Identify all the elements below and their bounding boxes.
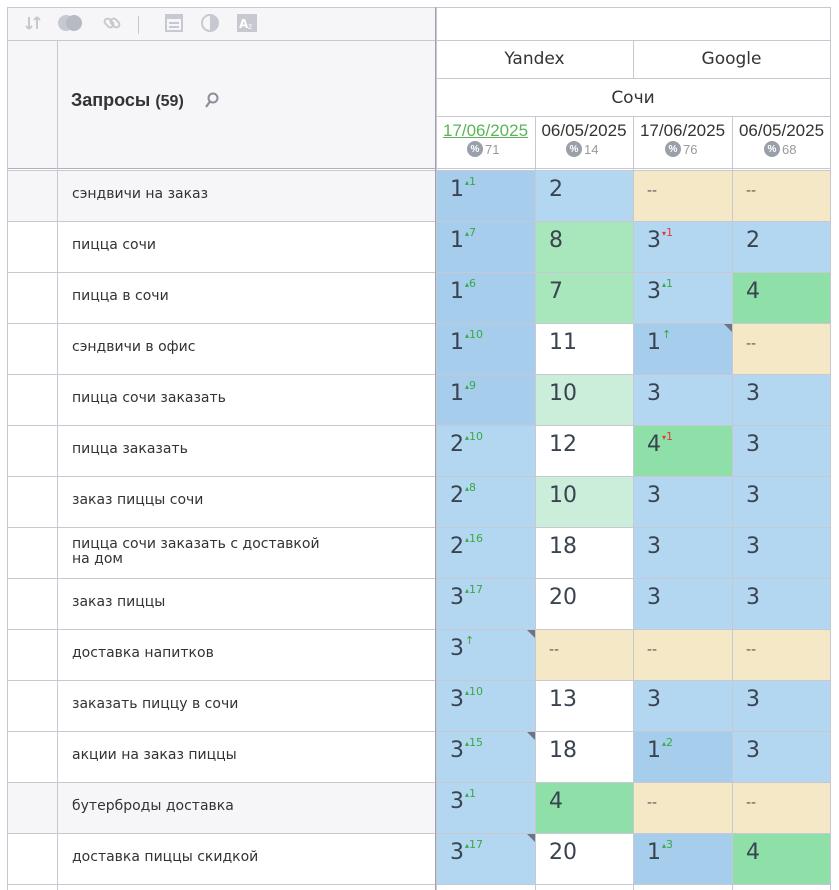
toolbar-divider <box>138 16 139 34</box>
position-value: 11 <box>549 330 577 355</box>
change-value: 1 <box>469 787 477 800</box>
grid-hline <box>7 7 831 8</box>
arrow-up-icon: ▴ <box>465 586 470 595</box>
position-cell[interactable] <box>633 731 732 782</box>
position-cell[interactable] <box>535 221 633 272</box>
change-value: 2 <box>666 736 674 749</box>
grid-hline <box>7 680 831 681</box>
visibility-value: 68 <box>782 141 797 157</box>
change-value: 10 <box>469 430 484 443</box>
position-change <box>662 838 673 851</box>
change-value: 17 <box>469 838 484 851</box>
arrow-up-icon: ▴ <box>465 841 470 850</box>
engine-yandex: Yandex <box>504 49 565 69</box>
query-text[interactable]: доставка пиццы скидкой <box>72 849 259 865</box>
grid-hline <box>7 731 831 732</box>
position-value: 3 <box>647 381 661 406</box>
position-cell[interactable] <box>732 323 831 374</box>
position-value: 1 <box>450 381 464 406</box>
position-value: 3 <box>450 687 464 712</box>
position-value: 1 <box>647 738 661 763</box>
position-value: 3 <box>746 381 760 406</box>
position-value: 7 <box>549 279 563 304</box>
grid-hline <box>7 170 831 171</box>
grid-vline <box>535 116 536 890</box>
position-value: 3 <box>746 483 760 508</box>
region-label: Сочи <box>611 88 655 108</box>
position-value: 3 <box>746 432 760 457</box>
visibility-0 <box>467 141 499 157</box>
change-value: 16 <box>469 532 484 545</box>
grid-hline <box>436 78 831 79</box>
page-title <box>71 90 184 111</box>
link-icon[interactable] <box>100 12 124 34</box>
position-cell[interactable] <box>535 680 633 731</box>
arrow-up-icon: ▴ <box>465 382 470 391</box>
visibility-2 <box>665 141 697 157</box>
grid-hline <box>7 833 831 834</box>
position-cell[interactable] <box>436 680 535 731</box>
position-cell[interactable] <box>633 425 732 476</box>
position-value: 1 <box>647 330 661 355</box>
position-value: 4 <box>647 432 661 457</box>
change-value: 9 <box>469 379 477 392</box>
grid-hline <box>7 425 831 426</box>
font-size-icon[interactable] <box>236 12 258 34</box>
position-cell[interactable] <box>633 527 732 578</box>
position-value: 1 <box>450 177 464 202</box>
grid-vline <box>7 7 8 890</box>
change-value: 7 <box>469 226 477 239</box>
grid-hline <box>7 884 831 885</box>
note-corner-icon[interactable] <box>526 833 535 842</box>
queries-count: (59) <box>155 93 184 110</box>
position-change <box>465 379 476 392</box>
position-cell[interactable] <box>535 833 633 884</box>
grid-hline <box>7 527 831 528</box>
date-yandex-current[interactable]: 17/06/2025 <box>442 121 529 140</box>
position-value: 2 <box>450 483 464 508</box>
arrow-up-icon: ▴ <box>465 280 470 289</box>
position-value: 1 <box>450 279 464 304</box>
position-change <box>465 328 483 341</box>
position-cell[interactable] <box>732 833 831 884</box>
grid-vline <box>732 116 733 890</box>
note-corner-icon[interactable] <box>526 629 535 638</box>
arrow-down-icon: ▾ <box>662 229 667 238</box>
position-change <box>465 685 483 698</box>
position-change <box>465 277 476 290</box>
query-text[interactable]: бутерброды доставка <box>72 798 234 814</box>
position-change <box>465 481 476 494</box>
position-cell[interactable] <box>732 272 831 323</box>
position-cell[interactable] <box>633 782 732 833</box>
position-change <box>662 328 671 341</box>
position-value: 3 <box>450 585 464 610</box>
window-icon[interactable] <box>163 12 185 34</box>
position-value: 3 <box>647 585 661 610</box>
position-change <box>662 277 673 290</box>
change-value: ↑ <box>662 328 672 341</box>
change-value: ↑ <box>465 634 475 647</box>
percent-icon: % <box>566 141 582 157</box>
position-cell[interactable] <box>633 629 732 680</box>
query-text[interactable]: пицца в сочи <box>72 288 169 304</box>
position-value: 3 <box>746 585 760 610</box>
position-cell[interactable] <box>732 170 831 221</box>
position-value: 3 <box>450 738 464 763</box>
position-value: 8 <box>549 228 563 253</box>
position-cell[interactable] <box>732 680 831 731</box>
position-cell[interactable] <box>633 476 732 527</box>
position-value: 3 <box>647 228 661 253</box>
position-cell[interactable] <box>732 527 831 578</box>
position-cell[interactable] <box>535 527 633 578</box>
sort-icon[interactable] <box>23 12 43 34</box>
not-found-value: -- <box>746 795 757 811</box>
position-cell[interactable] <box>732 374 831 425</box>
visibility-value: 71 <box>485 141 500 157</box>
not-found-value: -- <box>746 642 757 658</box>
query-text[interactable]: доставка напитков <box>72 645 214 661</box>
visibility-3 <box>764 141 796 157</box>
position-cell[interactable] <box>732 629 831 680</box>
position-change <box>465 736 483 749</box>
position-value: 2 <box>549 177 563 202</box>
date-google-current[interactable]: 17/06/2025 <box>639 121 726 140</box>
position-cell[interactable] <box>633 374 732 425</box>
position-value: 3 <box>450 840 464 865</box>
query-text[interactable]: пицца сочи заказать <box>72 390 226 406</box>
position-value: 3 <box>647 687 661 712</box>
position-cell[interactable] <box>535 731 633 782</box>
position-change <box>465 634 474 647</box>
not-found-value: -- <box>647 795 658 811</box>
position-change <box>465 787 476 800</box>
search-icon[interactable] <box>204 92 220 110</box>
not-found-value: -- <box>746 336 757 352</box>
arrow-up-icon: ▴ <box>465 178 470 187</box>
position-change <box>662 430 673 443</box>
grid-hline <box>7 629 831 630</box>
position-cell[interactable] <box>436 221 535 272</box>
position-cell[interactable] <box>535 782 633 833</box>
position-cell[interactable] <box>535 629 633 680</box>
arrow-up-icon: ▴ <box>465 229 470 238</box>
position-cell[interactable] <box>535 272 633 323</box>
not-found-value: -- <box>549 642 560 658</box>
query-text[interactable]: пицца сочи <box>72 237 156 253</box>
position-cell[interactable] <box>633 221 732 272</box>
change-value: 1 <box>469 175 477 188</box>
position-value: 10 <box>549 483 577 508</box>
position-value: 4 <box>746 279 760 304</box>
position-cell[interactable] <box>436 731 535 782</box>
arrow-up-icon: ▴ <box>465 331 470 340</box>
grid-vline <box>436 7 437 890</box>
position-change <box>465 532 483 545</box>
arrow-up-icon: ▴ <box>662 280 667 289</box>
position-value: 3 <box>647 483 661 508</box>
position-value: 3 <box>647 534 661 559</box>
grid-vline <box>830 7 831 890</box>
contrast-icon[interactable] <box>199 12 221 34</box>
position-change <box>662 226 673 239</box>
position-cell[interactable] <box>732 782 831 833</box>
arrow-up-icon: ▴ <box>465 739 470 748</box>
change-value: 10 <box>469 685 484 698</box>
query-text[interactable]: заказать пиццу в сочи <box>72 696 239 712</box>
arrow-up-icon: ▴ <box>662 841 667 850</box>
query-text[interactable]: сэндвичи на заказ <box>72 186 209 202</box>
query-text[interactable]: заказ пиццы сочи <box>72 492 204 508</box>
position-cell[interactable] <box>535 374 633 425</box>
grid-hline <box>7 476 831 477</box>
percent-icon: % <box>665 141 681 157</box>
svg-text:z: z <box>248 22 253 31</box>
arrow-up-icon: ▴ <box>662 739 667 748</box>
query-text[interactable]: акции на заказ пиццы <box>72 747 237 763</box>
grid-hline <box>7 40 831 41</box>
grid-hline <box>7 221 831 222</box>
position-cell[interactable] <box>633 170 732 221</box>
position-value: 2 <box>450 432 464 457</box>
position-value: 18 <box>549 738 577 763</box>
not-found-value: -- <box>647 642 658 658</box>
not-found-value: -- <box>647 183 658 199</box>
position-cell[interactable] <box>436 578 535 629</box>
position-value: 3 <box>450 636 464 661</box>
visibility-value: 76 <box>683 141 698 157</box>
change-value: 1 <box>666 430 674 443</box>
visibility-value: 14 <box>584 141 599 157</box>
svg-text:A: A <box>239 17 249 31</box>
position-cell[interactable] <box>535 578 633 629</box>
position-value: 4 <box>549 789 563 814</box>
grid-hline <box>7 323 831 324</box>
position-cell[interactable] <box>436 323 535 374</box>
position-change <box>465 838 483 851</box>
position-cell[interactable] <box>436 833 535 884</box>
position-value: 13 <box>549 687 577 712</box>
position-value: 1 <box>450 330 464 355</box>
arrow-up-icon: ▴ <box>465 433 470 442</box>
change-value: 15 <box>469 736 484 749</box>
position-cell[interactable] <box>633 578 732 629</box>
position-value: 3 <box>450 789 464 814</box>
grid-hline <box>7 168 436 169</box>
position-change <box>465 175 476 188</box>
date-google-previous[interactable]: 06/05/2025 <box>738 121 825 140</box>
position-value: 18 <box>549 534 577 559</box>
note-corner-icon[interactable] <box>526 731 535 740</box>
date-yandex-previous[interactable]: 06/05/2025 <box>541 121 627 140</box>
position-value: 20 <box>549 585 577 610</box>
position-cell[interactable] <box>732 731 831 782</box>
arrow-up-icon: ▴ <box>465 484 470 493</box>
position-cell[interactable] <box>732 425 831 476</box>
toggle-icon[interactable] <box>56 12 84 34</box>
position-cell[interactable] <box>633 272 732 323</box>
change-value: 17 <box>469 583 484 596</box>
position-change <box>662 736 673 749</box>
position-cell[interactable] <box>436 425 535 476</box>
position-cell[interactable] <box>436 782 535 833</box>
query-text[interactable]: пицца сочи заказать с доставкой на дом <box>72 536 320 567</box>
position-cell[interactable] <box>732 578 831 629</box>
grid-vline <box>57 41 58 890</box>
arrow-down-icon: ▾ <box>662 433 667 442</box>
grid-vline <box>633 116 634 890</box>
engine-google: Google <box>701 49 762 69</box>
position-cell[interactable] <box>535 425 633 476</box>
query-text[interactable]: заказ пиццы <box>72 594 166 610</box>
position-value: 3 <box>746 534 760 559</box>
position-value: 3 <box>746 687 760 712</box>
position-cell[interactable] <box>535 476 633 527</box>
position-cell[interactable] <box>535 323 633 374</box>
position-value: 1 <box>647 840 661 865</box>
position-cell[interactable] <box>633 323 732 374</box>
position-value: 12 <box>549 432 577 457</box>
position-cell[interactable] <box>436 476 535 527</box>
position-value: 1 <box>450 228 464 253</box>
change-value: 1 <box>666 226 674 239</box>
position-value: 3 <box>647 279 661 304</box>
arrow-up-icon: ▴ <box>465 535 470 544</box>
query-text[interactable]: пицца заказать <box>72 441 188 457</box>
grid-hline <box>7 272 831 273</box>
position-cell[interactable] <box>535 170 633 221</box>
position-cell[interactable] <box>436 629 535 680</box>
queries-title: Запросы <box>71 90 151 110</box>
position-cell[interactable] <box>633 833 732 884</box>
grid-vline <box>633 41 634 78</box>
change-value: 3 <box>666 838 674 851</box>
position-value: 2 <box>450 534 464 559</box>
change-value: 10 <box>469 328 484 341</box>
position-cell[interactable] <box>732 476 831 527</box>
position-change <box>465 226 476 239</box>
position-value: 3 <box>746 738 760 763</box>
position-change <box>465 583 483 596</box>
grid-hline <box>7 578 831 579</box>
position-cell[interactable] <box>633 680 732 731</box>
position-cell[interactable] <box>436 374 535 425</box>
percent-icon: % <box>467 141 483 157</box>
note-corner-icon[interactable] <box>723 323 732 332</box>
not-found-value: -- <box>746 183 757 199</box>
position-cell[interactable] <box>436 527 535 578</box>
arrow-up-icon: ▴ <box>465 790 470 799</box>
change-value: 8 <box>469 481 477 494</box>
visibility-1 <box>566 141 598 157</box>
grid-hline <box>7 782 831 783</box>
position-value: 4 <box>746 840 760 865</box>
position-cell[interactable] <box>732 221 831 272</box>
position-cell[interactable] <box>436 170 535 221</box>
arrow-up-icon: ▴ <box>465 688 470 697</box>
position-value: 20 <box>549 840 577 865</box>
grid-hline <box>7 374 831 375</box>
change-value: 6 <box>469 277 477 290</box>
query-text[interactable]: сэндвичи в офис <box>72 339 196 355</box>
position-value: 2 <box>746 228 760 253</box>
percent-icon: % <box>764 141 780 157</box>
position-cell[interactable] <box>436 272 535 323</box>
position-change <box>465 430 483 443</box>
change-value: 1 <box>666 277 674 290</box>
position-value: 10 <box>549 381 577 406</box>
